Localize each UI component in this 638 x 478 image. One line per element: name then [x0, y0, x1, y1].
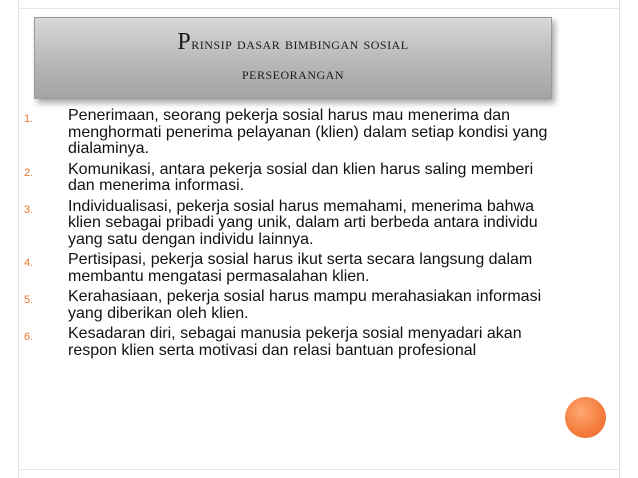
title-initial: P	[177, 29, 192, 55]
list-text: Kerahasiaan, pekerja sosial harus mampu merahasiakan informasi yang diberikan oleh klien.	[68, 288, 542, 322]
title-rest: rinsip dasar bimbingan sosial	[191, 34, 409, 53]
list-number: 3.	[24, 203, 34, 216]
slide-title-line-2: perseorangan	[241, 64, 344, 83]
list-text: Kesadaran diri, sebagai manusia pekerja sosial menyadari akan respon klien serta motivasi dan relasi bantuan profesional	[68, 325, 522, 359]
list-text: Komunikasi, antara pekerja sosial dan klien harus saling memberi dan menerima informasi.	[68, 160, 534, 194]
list-item	[24, 162, 554, 195]
slide-title-box	[34, 17, 552, 99]
slide-frame-bottom	[18, 469, 620, 470]
list-item	[24, 252, 554, 285]
list-number: 1.	[24, 113, 34, 125]
list-number: 4.	[24, 257, 34, 269]
list-number: 5.	[24, 294, 34, 306]
list-number: 2.	[24, 166, 34, 179]
list-item	[24, 108, 554, 158]
list-item	[24, 326, 554, 359]
list-text: Pertisipasi, pekerja sosial harus ikut serta secara langsung dalam membantu mengatasi permasalahan klien.	[68, 251, 533, 285]
list-item	[24, 289, 554, 322]
slide-frame-left	[18, 0, 19, 478]
list-item	[24, 199, 554, 249]
list-text: Individualisasi, pekerja sosial harus memahami, menerima bahwa klien sebagai pribadi yang unik, dalam arti berbeda antara individu yang satu dengan individu lainnya.	[68, 197, 538, 248]
decorative-circle	[565, 397, 606, 438]
list-text: Penerimaan, seorang pekerja sosial harus mau menerima dan menghormati penerima pelayanan (klien) dalam setiap kondisi yang dialaminya.	[68, 107, 548, 157]
list-number: 6.	[24, 331, 34, 343]
slide-frame-top	[18, 8, 620, 9]
principles-list	[24, 108, 554, 363]
slide-frame-right	[619, 0, 620, 478]
slide-title-line-1	[177, 27, 408, 59]
